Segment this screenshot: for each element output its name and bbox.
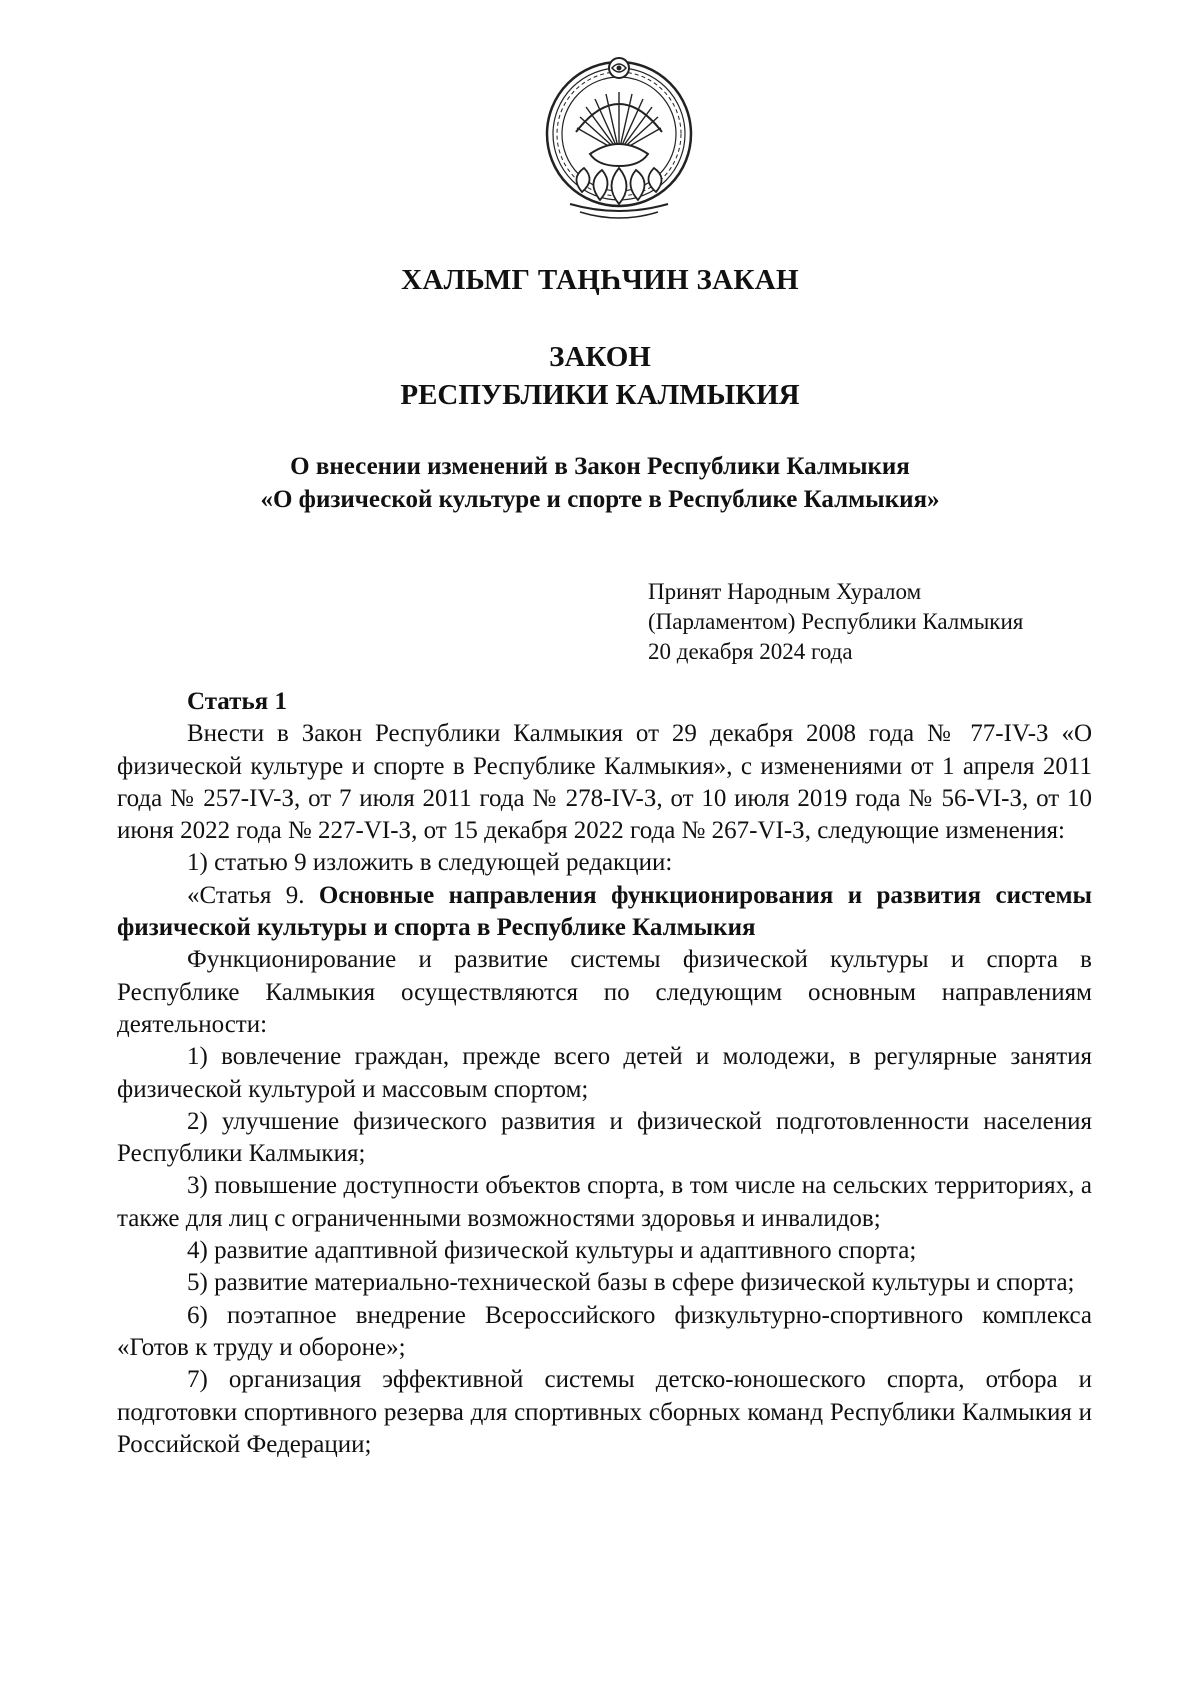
law-title-line-2: РЕСПУБЛИКИ КАЛМЫКИЯ: [400, 379, 800, 411]
adoption-note: [648, 577, 1068, 667]
law-subject: [0, 450, 1200, 516]
law-title: [0, 338, 1200, 414]
law-subject-line-2: «О физической культуре и спорте в Республике Калмыкия»: [260, 486, 940, 513]
law-subject-line-1: О внесении изменений в Закон Республики Калмыкия: [290, 453, 910, 480]
list-item: 6) поэтапное внедрение Всероссийского физкультурно-спортивного комплекса «Готов к труду и обороне»;: [117, 1301, 1092, 1361]
list-item: 7) организация эффективной системы детско-юношеского спорта, отбора и подготовки спортивного резерва для спортивных сборных команд Республики Калмыкия и Российской Федерации;: [117, 1366, 1092, 1458]
adoption-date: 20 декабря 2024 года: [648, 639, 853, 664]
kalmyk-law-title: ХАЛЬМГ ТАҢҺЧИН ЗАКАН: [401, 264, 799, 296]
emblem-icon: [540, 54, 698, 226]
adoption-line-1: Принят Народным Хуралом: [648, 579, 922, 604]
list-item: 2) улучшение физического развития и физической подготовленности населения Республики Калмыкия;: [117, 1107, 1092, 1168]
list-item: 4) развитие адаптивной физической культуры и адаптивного спорта;: [187, 1237, 917, 1265]
article-heading: Статья 1: [187, 688, 287, 715]
law-body: [117, 686, 1092, 1461]
amendment-item-1: 1) статью 9 изложить в следующей редакции:: [187, 849, 673, 877]
article-9-lead: Функционирование и развитие системы физической культуры и спорта в Республике Калмыкия осуществляются по следующим основным направлениям деятельности:: [117, 946, 1092, 1038]
coat-of-arms-emblem: [540, 54, 698, 226]
article-9-title: Основные направления функционирования и развития системы физической культуры и спорта в Республике Калмыкия: [117, 881, 1093, 942]
list-item: 3) повышение доступности объектов спорта, в том числе на сельских территориях, а также для лиц с ограниченными возможностями здоровья и инвалидов;: [117, 1172, 1092, 1232]
list-item: 1) вовлечение граждан, прежде всего детей и молодежи, в регулярные занятия физической культурой и массовым спортом;: [117, 1043, 1092, 1103]
adoption-line-2: (Парламентом) Республики Калмыкия: [648, 609, 1024, 634]
law-title-line-1: ЗАКОН: [549, 341, 651, 373]
article-9-prefix: «Статья 9.: [187, 881, 319, 909]
article-9-heading: [117, 880, 1092, 945]
list-item: 5) развитие материально-технической базы в сфере физической культуры и спорта;: [187, 1269, 1075, 1297]
article-intro: Внести в Закон Республики Калмыкия от 29 декабря 2008 года № 77-IV-З «О физической культуре и спорте в Республике Калмыкия», с изменениями от 1 апреля 2011 года № 257-IV-З, от 7 июля 2011 года № 278-IV-З, от 10 июля 2019 года № 56-VI-З, от 10 июня 2022 года № 227-VI-З, от 15 декабря 2022 года № 267-VI-З, следующие изменения:: [117, 720, 1092, 845]
